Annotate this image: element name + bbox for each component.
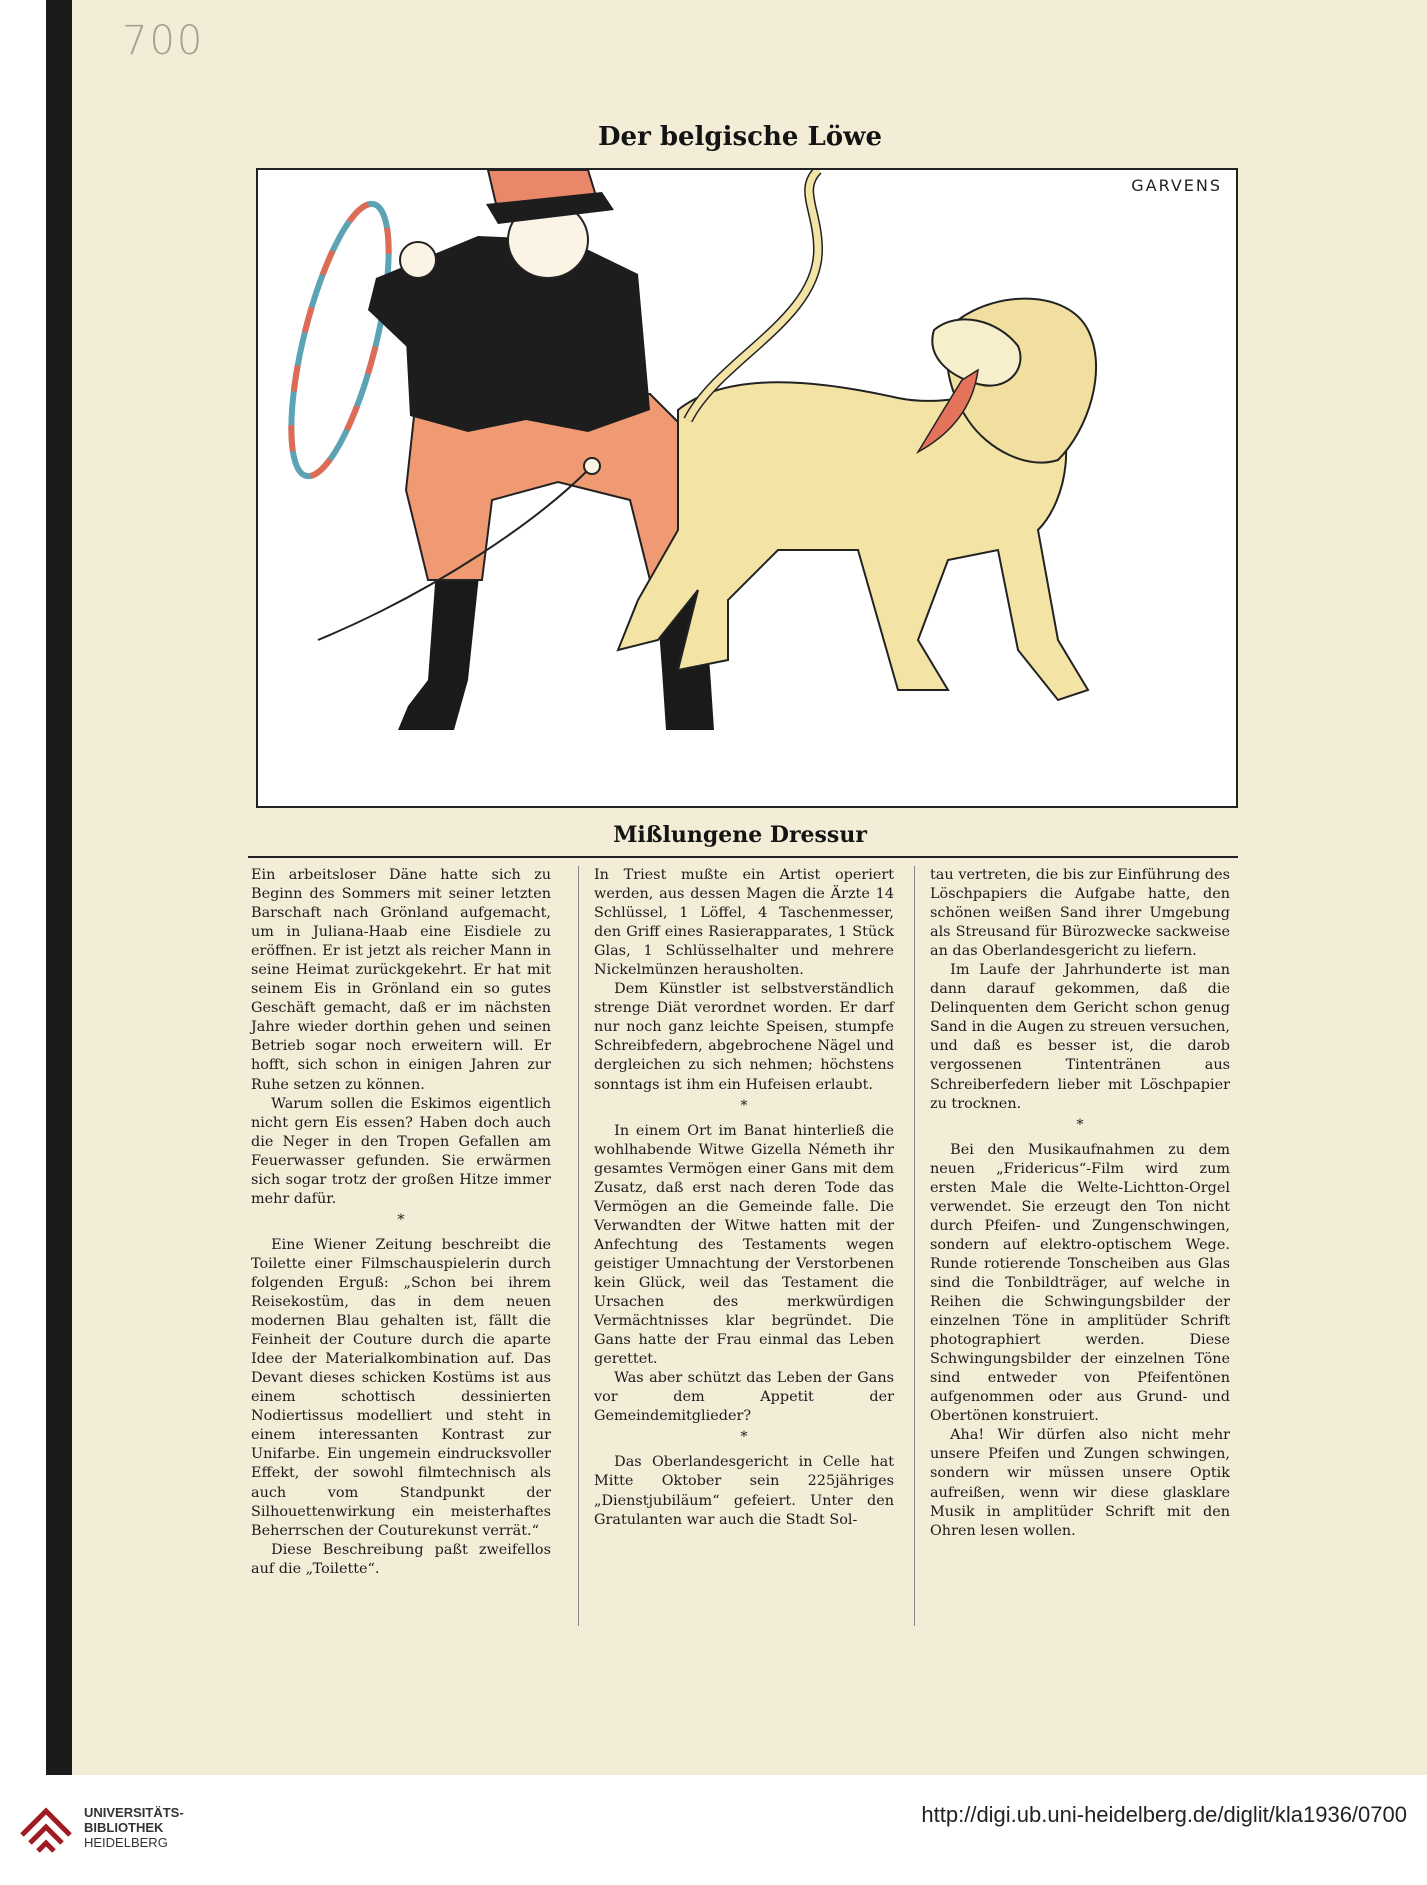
- cartoon-drawing: [258, 170, 1236, 806]
- section-star: *: [740, 1097, 748, 1114]
- article-column-1: [251, 866, 551, 1579]
- paragraph: Dem Künstler ist selbstverständlich strenge Diät verordnet worden. Er darf nur noch ganz leichte Speisen, stumpfe Schreibfedern, abgebrochene Nägel und dergleichen zu sich nehmen; höchstens sonntags ist ihm ein Hufeisen erlaubt.: [594, 981, 894, 1093]
- book-binding-edge: [46, 0, 72, 1775]
- paragraph: tau vertreten, die bis zur Einführung des Löschpapiers die Aufgabe hatte, den schönen weißen Sand ihrer Umgebung als Streusand für Bürozwecke sackweise an das Oberlandesgericht zu liefern.: [930, 867, 1230, 960]
- cartoon-illustration: [256, 168, 1238, 808]
- paragraph: Diese Beschreibung paßt zweifellos auf die „Toilette“.: [251, 1541, 551, 1577]
- logo-line: HEIDELBERG: [84, 1835, 168, 1850]
- paragraph: Bei den Musikaufnahmen zu dem neuen „Fridericus“-Film wird zum ersten Male die Welte-Lichtton-Orgel verwendet. Sie erzeugt den Ton nicht durch Pfeifen- und Zungenschwingen, sondern auf elektro-optischem Wege. Runde rotierende Tonscheiben aus Glas sind die Tonbildträger, auf welche in Reihen die Schwingungsbilder der einzelnen Töne in amplitüder Schrift photographiert werden. Diese Schwingungsbilder der einzelnen Töne sind entweder von Pfeifentönen aufgenommen oder aus Grund- und Obertönen konstruiert.: [930, 1141, 1230, 1425]
- cartoon-caption: Mißlungene Dressur: [613, 822, 867, 848]
- handwritten-page-number: 700: [122, 18, 205, 64]
- logo-line: UNIVERSITÄTS-: [84, 1805, 184, 1820]
- paragraph: Das Oberlandesgericht in Celle hat Mitte Oktober sein 225jähriges „Dienstjubiläum“ gefeiert. Unter den Gratulanten war auch die Stadt Sol-: [594, 1454, 894, 1528]
- cartoon-headline: Der belgische Löwe: [597, 122, 882, 152]
- university-library-name[interactable]: [84, 1805, 184, 1850]
- paragraph: Ein arbeitsloser Däne hatte sich zu Beginn des Sommers mit seiner letzten Barschaft nach Grönland aufgemacht, um in Juliana-Haab eine Eisdiele zu eröffnen. Er ist jetzt als reicher Mann in seine Heimat zurückgekehrt. Er hat mit seinem Eis in Grönland ein so gutes Geschäft gemacht, daß er im nächsten Jahre wieder dorthin gehen und seinen Betrieb sogar noch erweitern will. Er hofft, sich schon in einigen Jahren zur Ruhe setzen zu können.: [251, 867, 551, 1093]
- column-divider: [578, 866, 579, 1626]
- hoop: [271, 195, 409, 484]
- article-column-2: [594, 866, 894, 1530]
- header-rule: [248, 856, 1238, 858]
- lion: [618, 170, 1096, 700]
- section-star: *: [397, 1211, 405, 1228]
- column-divider: [914, 866, 915, 1626]
- paragraph: In Triest mußte ein Artist operiert werden, aus dessen Magen die Ärzte 14 Schlüssel, 1 Löffel, 4 Taschenmesser, den Griff eines Rasierapparates, 1 Stück Glas, 1 Schlüsselhalter und mehrere Nickelmünzen herausholten.: [594, 867, 894, 979]
- section-star: *: [1076, 1116, 1084, 1133]
- artist-signature: GARVENS: [1131, 176, 1222, 195]
- paragraph: Eine Wiener Zeitung beschreibt die Toilette einer Filmschauspielerin durch folgenden Erguß: „Schon bei ihrem Reisekostüm, das in dem neuen modernen Blau gehalten ist, fällt die Feinheit der Couture durch die aparte Idee der Materialkombination auf. Das Devant dieses schicken Kostüms ist aus einem schottisch dessinierten Nodiertissus modelliert und steht in einem interessanten Kontrast zur Unifarbe. Ein ungemein eindrucksvoller Effekt, der sowohl filmtechnisch als auch vom Standpunkt der Silhouettenwirkung ein meisterhaftes Beherrschen der Couturekunst verrät.“: [251, 1236, 551, 1539]
- footer-bar: [0, 1775, 1427, 1885]
- section-star: *: [740, 1429, 748, 1446]
- paragraph: Was aber schützt das Leben der Gans vor dem Appetit der Gemeindemitglieder?: [594, 1370, 894, 1425]
- lion-tamer: [318, 170, 726, 730]
- paragraph: In einem Ort im Banat hinterließ die wohlhabende Witwe Gizella Németh ihr gesamtes Vermögen einer Gans mit dem Zusatz, daß erst nach deren Tode das Vermögen an die Gemeinde falle. Die Verwandten der Witwe hatten mit der Anfechtung des Testaments wegen geistiger Umnachtung der Verstorbenen kein Glück, weil das Testament die Ursachen des merkwürdigen Vermächtnisses klar begründet. Die Gans hatte der Frau einmal das Leben gerettet.: [594, 1122, 894, 1368]
- logo-line: BIBLIOTHEK: [84, 1820, 164, 1835]
- article-column-3: [930, 866, 1230, 1541]
- university-library-logo-icon[interactable]: [14, 1795, 78, 1859]
- paragraph: Im Laufe der Jahrhunderte ist man dann darauf gekommen, daß die Delinquenten dem Gericht schon genug Sand in die Augen zu streuen versuchen, und daß es besser ist, die darob vergossenen Tintentränen aus Schreiberfedern lieber mit Löschpapier zu trocknen.: [930, 962, 1230, 1112]
- source-url-link[interactable]: http://digi.ub.uni-heidelberg.de/diglit/kla1936/0700: [921, 1802, 1407, 1827]
- paragraph: Aha! Wir dürfen also nicht mehr unsere Pfeifen und Zungen schwingen, sondern wir müssen unsere Optik aufreißen, wenn wir diese glasklare Musik in amplitüder Schrift mit den Ohren lesen wollen.: [930, 1427, 1230, 1539]
- paragraph: Warum sollen die Eskimos eigentlich nicht gern Eis essen? Haben doch auch die Neger in den Tropen Gefallen am Feuerwasser gefunden. Sie erwärmen sich sogar trotz der großen Hitze immer mehr dafür.: [251, 1095, 551, 1207]
